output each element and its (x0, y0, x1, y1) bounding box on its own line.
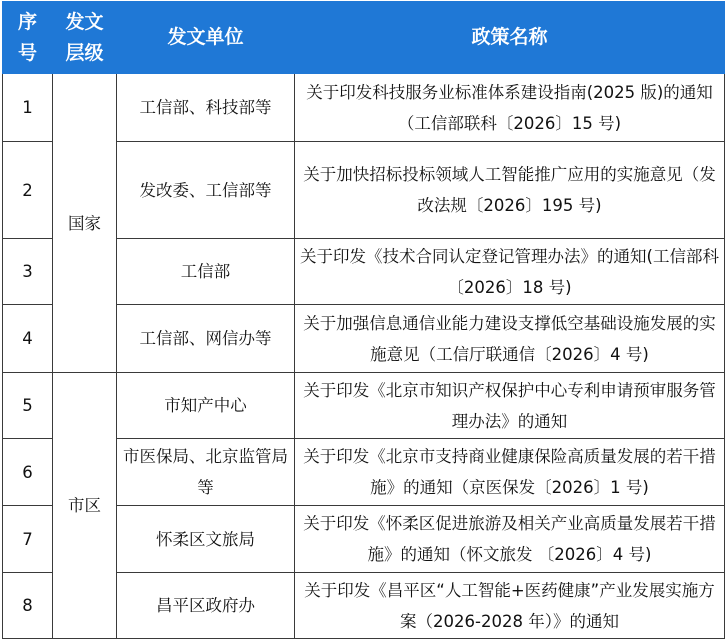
level-cell-city: 市区 (53, 373, 117, 639)
header-level (53, 2, 117, 74)
row-number: 3 (3, 239, 53, 305)
policy-name: 关于印发《怀柔区促进旅游及相关产业高质量发展若干措施》的通知（怀文旅发 〔2026〕4 号) (295, 506, 725, 573)
header-level-line-2: 层级 (65, 41, 104, 64)
row-number: 6 (3, 439, 53, 506)
header-seq-line-2: 号 (17, 41, 37, 64)
policy-table (2, 1, 725, 639)
policy-name: 关于印发《昌平区“人工智能+医药健康”产业发展实施方案（2026-2028 年）》的通知 (295, 573, 725, 639)
table-row (3, 74, 725, 142)
issuing-unit: 怀柔区文旅局 (117, 506, 295, 573)
issuing-unit: 发改委、工信部等 (117, 142, 295, 239)
row-number: 5 (3, 373, 53, 439)
policy-name: 关于印发《技术合同认定登记管理办法》的通知(工信部科〔2026〕18 号) (295, 239, 725, 305)
issuing-unit: 市医保局、北京监管局等 (117, 439, 295, 506)
header-row (3, 2, 725, 74)
issuing-unit: 工信部、科技部等 (117, 74, 295, 142)
header-policy: 政策名称 (295, 2, 725, 74)
policy-name: 关于印发科技服务业标准体系建设指南(2025 版)的通知（工信部联科〔2026〕15 号) (295, 74, 725, 142)
policy-name: 关于印发《北京市知识产权保护中心专利申请预审服务管理办法》的通知 (295, 373, 725, 439)
header-unit: 发文单位 (117, 2, 295, 74)
row-number: 2 (3, 142, 53, 239)
header-level-line-1: 发文 (65, 10, 104, 33)
policy-name: 关于加强信息通信业能力建设支撑低空基础设施发展的实施意见（工信厅联通信〔2026〕4 号) (295, 305, 725, 373)
row-number: 1 (3, 74, 53, 142)
level-cell-national: 国家 (53, 74, 117, 373)
issuing-unit: 昌平区政府办 (117, 573, 295, 639)
issuing-unit: 市知产中心 (117, 373, 295, 439)
table-row (3, 373, 725, 439)
row-number: 8 (3, 573, 53, 639)
policy-name: 关于印发《北京市支持商业健康保险高质量发展的若干措施》的通知（京医保发〔2026〕1 号) (295, 439, 725, 506)
header-seq-line-1: 序 (17, 10, 37, 33)
row-number: 4 (3, 305, 53, 373)
header-seq (3, 2, 53, 74)
policy-name: 关于加快招标投标领域人工智能推广应用的实施意见（发改法规〔2026〕195 号) (295, 142, 725, 239)
row-number: 7 (3, 506, 53, 573)
issuing-unit: 工信部、网信办等 (117, 305, 295, 373)
issuing-unit: 工信部 (117, 239, 295, 305)
